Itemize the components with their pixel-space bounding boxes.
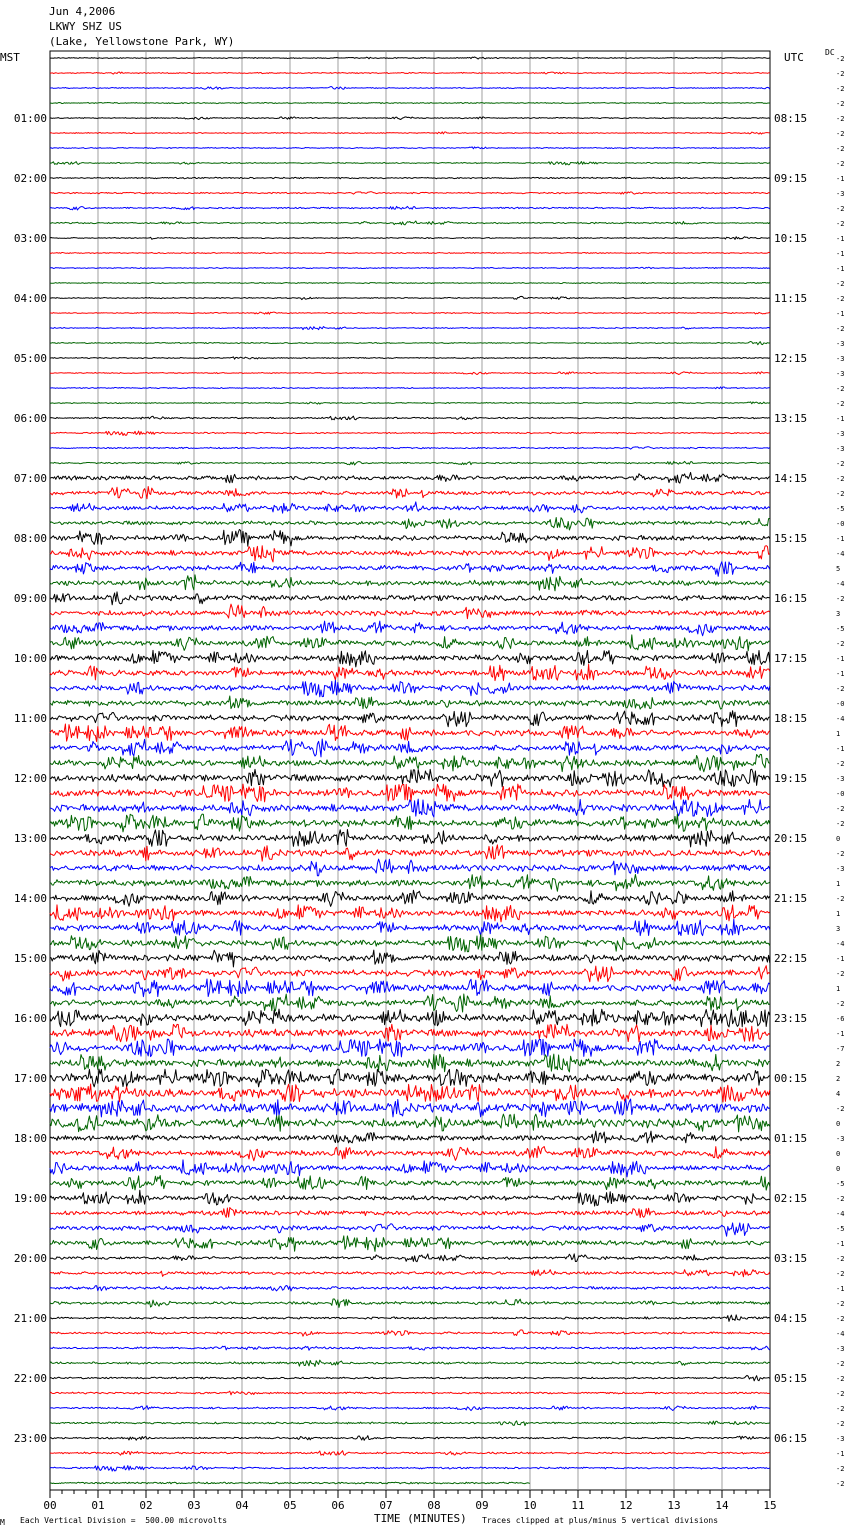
dc-offset-label: -6 xyxy=(836,1015,845,1023)
seismic-trace xyxy=(50,1360,770,1366)
seismic-trace xyxy=(50,1208,770,1218)
x-axis xyxy=(43,1490,776,1512)
seismic-trace xyxy=(50,87,770,90)
seismic-trace xyxy=(50,1299,770,1307)
dc-offset-label: -1 xyxy=(836,235,845,243)
dc-offset-label: -0 xyxy=(836,700,845,708)
right-hour-label: 08:15 xyxy=(774,112,808,125)
left-hour-label: 20:00 xyxy=(13,1252,47,1265)
right-timezone-label: UTC xyxy=(784,51,804,64)
dc-offset-label: -2 xyxy=(836,385,845,393)
right-hour-label: 00:15 xyxy=(774,1072,808,1085)
seismic-trace xyxy=(50,447,770,449)
dc-offset-label: -3 xyxy=(836,430,845,438)
dc-offset-label: -2 xyxy=(836,1315,845,1323)
left-hour-label: 13:00 xyxy=(13,832,47,845)
dc-offset-label: -2 xyxy=(836,1360,845,1368)
dc-offset-label: -4 xyxy=(836,550,845,558)
dc-offset-label: -2 xyxy=(836,160,845,168)
seismic-trace xyxy=(50,1084,770,1102)
seismic-trace xyxy=(50,919,770,935)
dc-offset-label: -3 xyxy=(836,340,845,348)
plot-date: Jun 4,2006 xyxy=(49,5,116,18)
seismic-trace xyxy=(50,1114,770,1132)
dc-offset-label: 1 xyxy=(836,910,841,918)
seismic-trace xyxy=(50,696,770,709)
seismic-trace xyxy=(50,664,770,680)
x-tick-label: 04 xyxy=(235,1499,249,1512)
dc-offset-label: -2 xyxy=(836,640,845,648)
x-axis-title: TIME (MINUTES) xyxy=(374,1512,467,1525)
dc-offset-label: -2 xyxy=(836,1465,845,1473)
seismic-trace xyxy=(50,102,770,103)
dc-offset-label: -2 xyxy=(836,970,845,978)
seismic-trace xyxy=(50,546,770,562)
right-hour-label: 13:15 xyxy=(774,412,808,425)
seismic-trace xyxy=(50,416,770,420)
dc-offset-label: 0 xyxy=(836,835,841,843)
seismic-trace xyxy=(50,1346,770,1350)
seismic-trace xyxy=(50,267,770,269)
dc-offset-label: -0 xyxy=(836,520,845,528)
right-hour-label: 18:15 xyxy=(774,712,808,725)
seismic-trace xyxy=(50,1099,770,1117)
dc-offset-label: -2 xyxy=(836,145,845,153)
dc-offset-label: -2 xyxy=(836,1105,845,1113)
seismic-trace xyxy=(50,1270,770,1277)
right-hour-label: 19:15 xyxy=(774,772,808,785)
dc-offset-label: -2 xyxy=(836,1195,845,1203)
seismic-trace xyxy=(50,784,770,802)
seismic-trace xyxy=(50,487,770,499)
seismic-trace xyxy=(50,711,770,727)
seismic-trace xyxy=(50,604,770,619)
left-hour-label: 07:00 xyxy=(13,472,47,485)
dc-offset-label: -2 xyxy=(836,220,845,228)
left-hour-label: 12:00 xyxy=(13,772,47,785)
right-hour-label: 23:15 xyxy=(774,1012,808,1025)
right-hour-label: 14:15 xyxy=(774,472,808,485)
x-tick-label: 05 xyxy=(283,1499,297,1512)
seismic-trace xyxy=(50,814,770,832)
dc-offset-label: 1 xyxy=(836,985,841,993)
dc-offset-label: 2 xyxy=(836,1075,841,1083)
x-tick-label: 13 xyxy=(667,1499,681,1512)
dc-offset-label: -2 xyxy=(836,85,845,93)
left-hour-label: 23:00 xyxy=(13,1432,47,1445)
plot-frame xyxy=(50,51,770,1490)
dc-offset-label: -2 xyxy=(836,490,845,498)
right-hour-label: 04:15 xyxy=(774,1312,808,1325)
corner-mark: M xyxy=(0,1518,5,1527)
dc-offset-label: -2 xyxy=(836,115,845,123)
seismic-trace xyxy=(50,1254,770,1262)
seismic-trace xyxy=(50,1451,770,1456)
seismic-trace xyxy=(50,221,770,225)
dc-offset-label: -2 xyxy=(836,1390,845,1398)
seismic-trace xyxy=(50,327,770,330)
left-timezone-label: MST xyxy=(0,51,20,64)
dc-offset-label: -2 xyxy=(836,595,845,603)
seismic-trace xyxy=(50,282,770,283)
minute-grid xyxy=(50,51,770,1490)
dc-offset-label: 4 xyxy=(836,1090,841,1098)
seismic-trace xyxy=(50,592,770,605)
seismic-trace xyxy=(50,1069,770,1087)
left-hour-label: 01:00 xyxy=(13,112,47,125)
seismic-trace xyxy=(50,1039,770,1057)
seismic-trace xyxy=(50,1176,770,1191)
left-hour-label: 15:00 xyxy=(13,952,47,965)
seismic-trace xyxy=(50,1009,770,1027)
seismic-trace xyxy=(50,472,770,483)
x-tick-label: 12 xyxy=(619,1499,633,1512)
seismic-trace xyxy=(50,518,770,530)
dc-offset-label: -1 xyxy=(836,745,845,753)
seismic-trace xyxy=(50,635,770,651)
seismic-trace xyxy=(50,192,770,194)
seismic-trace xyxy=(50,935,770,952)
dc-offset-label: -2 xyxy=(836,1420,845,1428)
dc-offset-label: -2 xyxy=(836,1255,845,1263)
x-tick-label: 11 xyxy=(571,1499,585,1512)
right-hour-label: 20:15 xyxy=(774,832,808,845)
seismic-trace xyxy=(50,1160,770,1177)
seismic-trace xyxy=(50,296,770,299)
x-tick-label: 02 xyxy=(139,1499,153,1512)
dc-offset-label: -1 xyxy=(836,955,845,963)
left-hour-label: 21:00 xyxy=(13,1312,47,1325)
seismic-trace xyxy=(50,237,770,240)
right-hour-label: 10:15 xyxy=(774,232,808,245)
dc-offset-label: -2 xyxy=(836,55,845,63)
seismic-trace xyxy=(50,162,770,165)
right-hour-label: 06:15 xyxy=(774,1432,808,1445)
seismic-trace xyxy=(50,724,770,742)
seismic-trace xyxy=(50,769,770,787)
dc-offset-label: 0 xyxy=(836,1120,841,1128)
dc-offset-label: 2 xyxy=(836,1060,841,1068)
seismic-trace xyxy=(50,979,770,997)
dc-offset-label: 1 xyxy=(836,730,841,738)
seismic-trace xyxy=(50,1190,770,1206)
seismic-trace xyxy=(50,1024,770,1042)
dc-offset-label: -3 xyxy=(836,865,845,873)
dc-offset-label: -2 xyxy=(836,70,845,78)
right-hour-label: 21:15 xyxy=(774,892,808,905)
dc-offset-label: -2 xyxy=(836,475,845,483)
seismic-trace xyxy=(50,117,770,120)
dc-offset-label: -1 xyxy=(836,1240,845,1248)
seismic-trace xyxy=(50,341,770,344)
left-hour-label: 02:00 xyxy=(13,172,47,185)
dc-offset-label: -2 xyxy=(836,295,845,303)
seismic-trace xyxy=(50,562,770,577)
seismic-trace xyxy=(50,372,770,375)
dc-offset-label: -2 xyxy=(836,685,845,693)
right-hour-label: 01:15 xyxy=(774,1132,808,1145)
seismic-trace xyxy=(50,875,770,892)
dc-offset-label: 0 xyxy=(836,1165,841,1173)
seismic-trace xyxy=(50,845,770,861)
dc-offset-label: -2 xyxy=(836,760,845,768)
seismic-trace xyxy=(50,680,770,697)
left-hour-label: 22:00 xyxy=(13,1372,47,1385)
dc-offset-label: -3 xyxy=(836,1135,845,1143)
dc-offset-label: -1 xyxy=(836,310,845,318)
seismic-trace xyxy=(50,1054,770,1072)
dc-offset-label: -2 xyxy=(836,1300,845,1308)
x-tick-label: 07 xyxy=(379,1499,393,1512)
x-tick-label: 09 xyxy=(475,1499,489,1512)
dc-offset-label: -1 xyxy=(836,175,845,183)
dc-offset-label: -1 xyxy=(836,670,845,678)
dc-offset-label: -2 xyxy=(836,805,845,813)
dc-offset-label: -2 xyxy=(836,280,845,288)
right-hour-label: 03:15 xyxy=(774,1252,808,1265)
dc-offset-label: -2 xyxy=(836,400,845,408)
dc-offset-label: -1 xyxy=(836,415,845,423)
dc-offset-label: -7 xyxy=(836,1045,845,1053)
dc-offset-label: -5 xyxy=(836,505,845,513)
seismic-trace xyxy=(50,312,770,314)
right-hour-label: 05:15 xyxy=(774,1372,808,1385)
seismic-trace xyxy=(50,57,770,59)
seismic-trace xyxy=(50,1375,770,1380)
dc-offset-label: -1 xyxy=(836,655,845,663)
dc-offset-label: -0 xyxy=(836,790,845,798)
seismic-trace xyxy=(50,1236,770,1252)
dc-offset-label: -2 xyxy=(836,1375,845,1383)
dc-offset-label: -2 xyxy=(836,895,845,903)
left-hour-label: 05:00 xyxy=(13,352,47,365)
dc-offset-label: -3 xyxy=(836,445,845,453)
dc-offset-label: -5 xyxy=(836,1225,845,1233)
seismic-trace xyxy=(50,431,770,435)
seismic-trace xyxy=(50,754,770,771)
x-tick-label: 01 xyxy=(91,1499,105,1512)
seismic-trace xyxy=(50,1406,770,1411)
station-code: LKWY SHZ US xyxy=(49,20,122,33)
dc-offset-label: -4 xyxy=(836,580,845,588)
dc-offset-label: -3 xyxy=(836,370,845,378)
dc-offset-label: -2 xyxy=(836,1405,845,1413)
x-tick-label: 06 xyxy=(331,1499,345,1512)
left-hour-label: 14:00 xyxy=(13,892,47,905)
seismic-trace xyxy=(50,502,770,513)
dc-offset-label: -2 xyxy=(836,1270,845,1278)
left-hour-label: 10:00 xyxy=(13,652,47,665)
seismic-trace xyxy=(50,177,770,179)
right-hour-label: 02:15 xyxy=(774,1192,808,1205)
dc-offset-label: -5 xyxy=(836,625,845,633)
seismic-trace xyxy=(50,859,770,876)
seismic-trace xyxy=(50,829,770,846)
dc-offset-label: -2 xyxy=(836,1000,845,1008)
right-hour-label: 16:15 xyxy=(774,592,808,605)
right-hour-label: 15:15 xyxy=(774,532,808,545)
station-location: (Lake, Yellowstone Park, WY) xyxy=(49,35,235,48)
dc-offset-label: 3 xyxy=(836,610,841,618)
trace-group xyxy=(50,57,770,1484)
dc-offset-label: -2 xyxy=(836,1480,845,1488)
left-hour-label: 06:00 xyxy=(13,412,47,425)
dc-offset-label: -3 xyxy=(836,190,845,198)
seismic-trace xyxy=(50,890,770,906)
dc-offset-label: -3 xyxy=(836,775,845,783)
seismic-trace xyxy=(50,1146,770,1161)
left-hour-label: 08:00 xyxy=(13,532,47,545)
seismic-trace xyxy=(50,1436,770,1441)
left-hour-label: 19:00 xyxy=(13,1192,47,1205)
seismic-trace xyxy=(50,1286,770,1291)
seismic-trace xyxy=(50,252,770,253)
x-tick-label: 00 xyxy=(43,1499,57,1512)
x-tick-label: 08 xyxy=(427,1499,441,1512)
seismic-trace xyxy=(50,1223,770,1236)
dc-offset-label: -3 xyxy=(836,1435,845,1443)
dc-offset-label: -2 xyxy=(836,460,845,468)
dc-offset-label: 3 xyxy=(836,925,841,933)
dc-label: DC xyxy=(825,48,835,57)
dc-offset-label: -4 xyxy=(836,1210,845,1218)
dc-offset-label: 0 xyxy=(836,1150,841,1158)
right-hour-label: 09:15 xyxy=(774,172,808,185)
right-hour-label: 12:15 xyxy=(774,352,808,365)
seismic-trace xyxy=(50,357,770,359)
seismic-trace xyxy=(50,950,770,967)
seismic-trace xyxy=(50,905,770,922)
right-hour-label: 17:15 xyxy=(774,652,808,665)
seismic-trace xyxy=(50,206,770,210)
dc-offset-label: -1 xyxy=(836,265,845,273)
dc-offset-label: -4 xyxy=(836,715,845,723)
seismic-trace xyxy=(50,461,770,465)
dc-offset-label: -1 xyxy=(836,1450,845,1458)
left-hour-label: 09:00 xyxy=(13,592,47,605)
scale-note: Each Vertical Division = 500.00 microvolts xyxy=(20,1516,228,1525)
left-hour-label: 18:00 xyxy=(13,1132,47,1145)
dc-offset-label: -1 xyxy=(836,1030,845,1038)
dc-offset-label: -2 xyxy=(836,325,845,333)
seismic-trace xyxy=(50,1421,770,1426)
left-hour-label: 11:00 xyxy=(13,712,47,725)
dc-offset-label: 5 xyxy=(836,565,841,573)
seismic-trace xyxy=(50,1131,770,1143)
seismic-trace xyxy=(50,650,770,667)
seismic-trace xyxy=(50,621,770,636)
seismic-trace xyxy=(50,1330,770,1336)
x-tick-label: 14 xyxy=(715,1499,729,1512)
seismic-trace xyxy=(50,799,770,817)
dc-offset-label: -1 xyxy=(836,1285,845,1293)
x-tick-label: 03 xyxy=(187,1499,201,1512)
dc-offset-label: -1 xyxy=(836,535,845,543)
dc-offset-label: -2 xyxy=(836,850,845,858)
left-hour-label: 03:00 xyxy=(13,232,47,245)
seismic-trace xyxy=(50,72,770,74)
seismic-trace xyxy=(50,387,770,389)
right-hour-label: 22:15 xyxy=(774,952,808,965)
dc-offset-label: -2 xyxy=(836,130,845,138)
seismic-trace xyxy=(50,575,770,591)
dc-offset-label: -4 xyxy=(836,940,845,948)
dc-offset-label: -3 xyxy=(836,1345,845,1353)
dc-offset-label: -5 xyxy=(836,1180,845,1188)
dc-offset-label: -3 xyxy=(836,355,845,363)
dc-offset-label: -2 xyxy=(836,205,845,213)
right-hour-label: 11:15 xyxy=(774,292,808,305)
dc-offset-label: 1 xyxy=(836,880,841,888)
x-tick-label: 15 xyxy=(763,1499,777,1512)
seismic-trace xyxy=(50,1466,770,1472)
left-hour-label: 04:00 xyxy=(13,292,47,305)
dc-offset-label: -4 xyxy=(836,1330,845,1338)
dc-offset-label: -1 xyxy=(836,250,845,258)
seismic-trace xyxy=(50,1315,770,1322)
seismic-trace xyxy=(50,1391,770,1395)
seismic-trace xyxy=(50,966,770,982)
dc-offset-label: -2 xyxy=(836,100,845,108)
seismic-trace xyxy=(50,147,770,149)
seismic-trace xyxy=(50,132,770,134)
left-hour-label: 17:00 xyxy=(13,1072,47,1085)
dc-offset-label: -2 xyxy=(836,820,845,828)
left-hour-label: 16:00 xyxy=(13,1012,47,1025)
clip-note: Traces clipped at plus/minus 5 vertical divisions xyxy=(482,1516,719,1525)
seismic-trace xyxy=(50,529,770,546)
seismic-trace xyxy=(50,402,770,404)
seismic-trace xyxy=(50,739,770,757)
x-tick-label: 10 xyxy=(523,1499,537,1512)
